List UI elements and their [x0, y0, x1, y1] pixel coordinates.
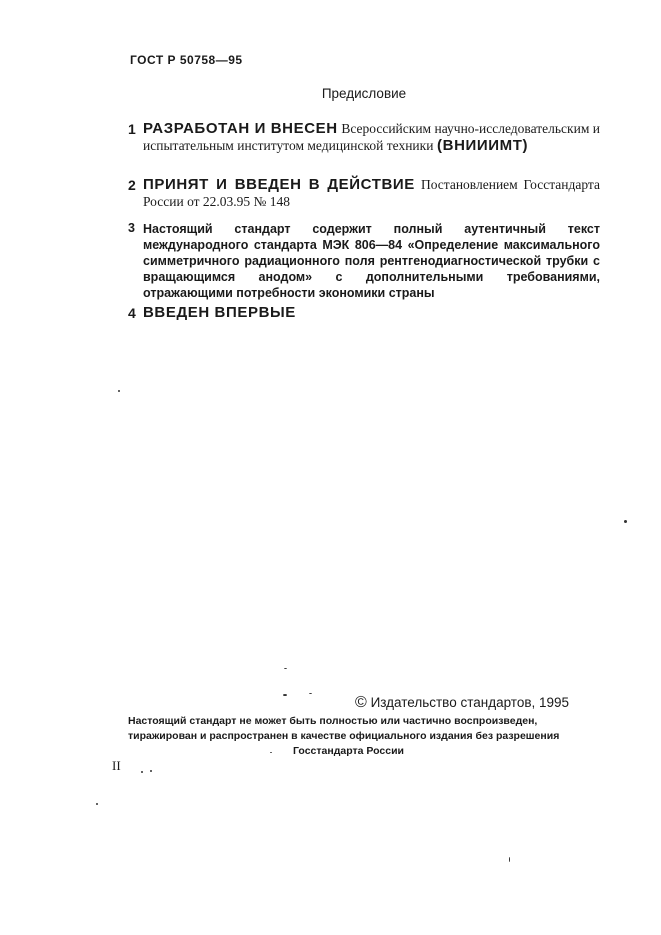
item-content [143, 177, 600, 210]
item-lead: РАЗРАБОТАН И ВНЕСЕН [143, 120, 338, 137]
preface-item-2 [128, 177, 600, 210]
item-lead: ПРИНЯТ И ВВЕДЕН В ДЕЙСТВИЕ [143, 176, 415, 193]
scan-speck [150, 770, 152, 772]
preface-item-1 [128, 121, 600, 154]
scan-speck [283, 694, 287, 696]
item-number: 4 [128, 305, 137, 321]
scan-speck [284, 668, 287, 669]
copyright-icon: © [355, 694, 367, 711]
item-abbreviation: (ВНИИИМТ) [437, 136, 529, 154]
scan-speck [309, 693, 312, 694]
item-text: Всероссийским научно-исследовательским и испытательным институтом медицинской техники [143, 121, 601, 153]
scan-speck [96, 803, 98, 805]
item-content [143, 305, 600, 322]
notice-line-2: тиражирован и распространен в качестве официального издания без разрешения [128, 730, 560, 742]
scan-speck [141, 771, 143, 773]
reproduction-notice [128, 714, 588, 759]
item-content [143, 121, 600, 154]
preface-item-4 [128, 305, 600, 322]
preface-item-3 [128, 221, 600, 301]
scan-speck [270, 752, 272, 753]
item-number: 2 [128, 177, 137, 193]
copyright-text: Издательство стандартов, 1995 [370, 695, 570, 710]
scan-speck [624, 520, 627, 523]
item-number: 3 [128, 221, 135, 235]
notice-line-1: Настоящий стандарт не может быть полностью или частично воспроизведен, [128, 715, 538, 727]
item-text: Постановлением Госстандарта России от 22.03.95 № 148 [143, 177, 600, 209]
item-lead: ВВЕДЕН ВПЕРВЫЕ [143, 304, 296, 321]
document-code: ГОСТ Р 50758—95 [130, 53, 243, 67]
copyright-line [355, 694, 569, 712]
page-number: II [112, 758, 121, 773]
scan-speck [509, 857, 510, 862]
item-number: 1 [128, 121, 137, 137]
item-text: Настоящий стандарт содержит полный аутентичный текст международного стандарта МЭК 806—84 «Определение максимального симметричного радиационного поля рентгенодиагностической трубки с вращающимся анодом» с дополнительными требованиями, отражающими потребности экономики страны [143, 222, 600, 300]
preface-title: Предисловие [321, 86, 407, 101]
scan-speck [118, 390, 120, 392]
notice-line-3: Госстандарта России [293, 745, 404, 757]
